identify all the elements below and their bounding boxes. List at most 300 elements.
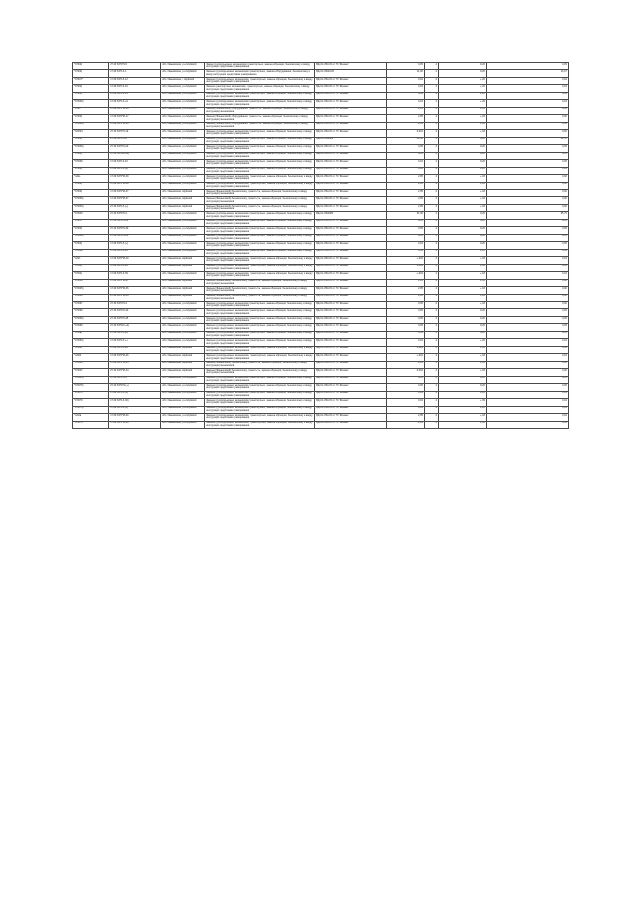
table-cell-code: *07/000): [73, 234, 109, 241]
table-row: [73, 130, 569, 137]
table-cell-v2: 4: [425, 182, 439, 189]
table-row: [73, 361, 569, 368]
table-cell-subject: Замена грузоподъемных механизмов, транспортных, замена образцов, бензоколонку и вводу инструкции средствами гравирования: [205, 264, 315, 271]
table-cell-contract: 27.20 64*079-19: [109, 130, 161, 137]
table-cell-contract: 17.09 64*0-б-(+): [109, 406, 161, 413]
table-cell-subject: Замена грузоподъемных механизмов транспортных, замена образцов, бензоколонку и вводу инструкции средствами гравирования: [205, 384, 315, 391]
table-cell-subject: Замена грузоподъемных механизмов транспортных, замена образцов, бензоколонку и вводу инструкции средствами гравирования: [205, 302, 315, 309]
table-cell-v4: 0,00: [487, 294, 569, 301]
table-cell-v1: 0,05: [387, 219, 425, 226]
table-cell-v3: 9,20: [439, 63, 487, 70]
table-cell-v1: 2,95: [387, 287, 425, 294]
table-cell-subject: Замена (Финансовой) оборудования, трансп-сть, замена образцов, бензоколонку и вводу инструкции) механизмов: [205, 115, 315, 122]
table-cell-code: *07047: [73, 219, 109, 226]
table-cell-subject: Замена грузоподъемных механизмов транспортных, замена образцов, бензоколонку и вводу инструкции средствами гравирования: [205, 92, 315, 99]
table-cell-v1: 0,05: [387, 145, 425, 152]
table-row: [73, 122, 569, 129]
table-cell-subject: Замена грузоподъемных механизмов транспортных, замена образцов, бензоколонку и вводу инструкции средствами гравирования: [205, 339, 315, 346]
table-cell-subject: Замена грузоподъемных механизмов транспортных, замена образцов, бензоколонку и вводу инструкции средствами гравирования: [205, 130, 315, 137]
table-cell-subject: Замена грузоподъемных механизмов транспортных, замена образцов, бензоколонку и вводу инструкции средствами гравирования: [205, 145, 315, 152]
table-cell-v1: 0,05: [387, 324, 425, 331]
table-row: [73, 249, 569, 256]
table-cell-v3: 9,20: [439, 160, 487, 167]
table-cell-subject: Замена (Финансовой) оборудования, трансп-сть, замена образцов, бензоколонку и вводу инструкции) механизмов: [205, 122, 315, 129]
table-cell-contract: 17.09 64*0-б-16: [109, 85, 161, 92]
table-cell-v1: 31,00: [387, 137, 425, 144]
table-cell-subject: Замена (Финансовой) бензоколонку, трансп-сть, замена образцов, бензоколонку и вводу инструкции) механизмов: [205, 197, 315, 204]
table-cell-contract: 17.09 64*0*М-37: [109, 189, 161, 196]
table-cell-v3: 9,20: [439, 309, 487, 316]
table-cell-contract: 27.20 64*079-5: [109, 63, 161, 70]
table-cell-basis: ВД-10 обМ-15 от ГС 'Финанс': [315, 249, 387, 256]
table-cell-v1: 2,95: [387, 361, 425, 368]
table-cell-v4: 0,04: [487, 85, 569, 92]
table-cell-contract: 27.20 64*079-5: [109, 376, 161, 383]
table-cell-v2: 4: [425, 287, 439, 294]
table-cell-org: обл. Ивановская, Шуйский: [161, 369, 205, 376]
table-row: [73, 376, 569, 383]
table-cell-code: *07/009): [73, 145, 109, 152]
table-cell-v2: 4: [425, 242, 439, 249]
table-cell-subject: Замена (Финансовой) бензоколонку, трансп-сть, замена образцов, бензоколонку и вводу инструкции) механизмов: [205, 294, 315, 301]
table-cell-basis: ВД-10 обМ-15 от ГС 'Финанс': [315, 115, 387, 122]
table-cell-v4: 65,75: [487, 212, 569, 219]
table-cell-code: *07/006): [73, 100, 109, 107]
table-cell-subject: Замена грузоподъемных механизмов транспортных, замена образцов, бензоколонку и вводу инструкции средствами гравирования: [205, 100, 315, 107]
table-cell-v1: 31,00: [387, 212, 425, 219]
table-cell-subject: Замена грузоподъемных механизмов транспортных, замена образцов, бензоколонку и вводу инструкции средствами гравирования: [205, 219, 315, 226]
table-cell-v1: 0,05: [387, 234, 425, 241]
table-cell-code: *07/00р: [73, 249, 109, 256]
table-cell-v1: 0,04: [387, 85, 425, 92]
table-cell-v1: 2,95: [387, 182, 425, 189]
table-cell-contract: 17.09 64*0*М-45: [109, 361, 161, 368]
table-cell-v3: 9,20: [439, 219, 487, 226]
table-cell-contract: 27.20 64*079-20: [109, 145, 161, 152]
table-cell-subject: Замена грузоподъемных механизмов транспортных, замена образцов, бензоколонку и вводу инструкции средствами гравирования: [205, 249, 315, 256]
table-cell-basis: ВД-10 обМ-15 от ГС 'Финанс': [315, 219, 387, 226]
table-cell-org: обл. Ивановская, р-н Шуйский: [161, 331, 205, 338]
table-cell-v3: 9,20: [439, 234, 487, 241]
table-cell-v1: +,004: [387, 346, 425, 353]
table-cell-org: обл. Ивановская, р-н Шуйский: [161, 316, 205, 323]
table-cell-subject: Замена грузоподъемных механизмов транспортных, замена образцов, бензоколонку и вводу инструкции средствами гравирования: [205, 160, 315, 167]
table-cell-basis: ВД-10 обМ-15 от ГС 'Финанс': [315, 145, 387, 152]
registry-table: [72, 62, 569, 429]
table-row: [73, 346, 569, 353]
table-cell-code: *07/060: [73, 309, 109, 316]
table-cell-subject: Замена (Финансовой) бензоколонку, трансп-сть, замена образцов, бензоколонку и вводу инструкции) механизмов: [205, 287, 315, 294]
registry-sheet: [72, 62, 568, 429]
table-cell-v3: 9,20: [439, 212, 487, 219]
table-cell-subject: Замена грузоподъемных механизмов транспортных, замена образцов, бензоколонку и вводу инструкции средствами гравирования: [205, 331, 315, 338]
table-cell-contract: 17.09 64*0-б-(+): [109, 391, 161, 398]
table-row: [73, 391, 569, 398]
table-cell-org: обл. Ивановская, р-н Шуйский: [161, 391, 205, 398]
table-cell-v2: 4: [425, 70, 439, 77]
table-cell-contract: 17.09 64*0-б-39: [109, 272, 161, 279]
table-cell-org: обл. Ивановская, р-н Шуйский: [161, 182, 205, 189]
table-cell-contract: 17.09 64*0-б-12: [109, 77, 161, 84]
table-cell-v4: 0,05: [487, 145, 569, 152]
table-cell-v4: 0,04: [487, 257, 569, 264]
table-cell-v3: 9,20: [439, 384, 487, 391]
table-cell-contract: 27.20 64*0*М-44: [109, 369, 161, 376]
table-row: [73, 107, 569, 114]
table-cell-v3: +,03: [439, 189, 487, 196]
table-cell-v3: 9,20: [439, 376, 487, 383]
table-cell-contract: 17.09 64*0-б-46: [109, 346, 161, 353]
table-cell-basis: ВД-10 обМ-15 от ГС 'Финанс': [315, 63, 387, 70]
table-cell-v4: 0,05: [487, 309, 569, 316]
table-cell-subject: Замена грузоподъемных механизмов транспортных, замена образцов, бензоколонку и вводу инструкции средствами гравирования: [205, 227, 315, 234]
table-cell-basis: ВД-10 обМ-10 от ГС 'Финанс': [315, 242, 387, 249]
table-cell-org: обл. Ивановская, р-н Шуйский: [161, 376, 205, 383]
table-cell-code: *07/0в): [73, 331, 109, 338]
table-cell-contract: 27.20 64*079-45: [109, 316, 161, 323]
table-cell-v4: 0,04: [487, 399, 569, 406]
table-row: [73, 279, 569, 286]
table-cell-code: *07/005): [73, 197, 109, 204]
table-row: [73, 92, 569, 99]
table-row: [73, 309, 569, 316]
table-cell-v3: +,20: [439, 249, 487, 256]
table-cell-v2: 4: [425, 309, 439, 316]
table-cell-v2: 4: [425, 354, 439, 361]
table-cell-v2: 4: [425, 137, 439, 144]
table-cell-v2: 4: [425, 302, 439, 309]
table-row: [73, 160, 569, 167]
table-cell-basis: ВД-10 обМ-15 от ГС 'Финанс': [315, 369, 387, 376]
table-cell-v1: 2,95: [387, 204, 425, 211]
table-cell-code: *070/0): [73, 182, 109, 189]
table-cell-v4: 0,04: [487, 421, 569, 428]
table-cell-v3: +,03: [439, 361, 487, 368]
table-cell-v1: 11,00: [387, 70, 425, 77]
table-cell-v1: 0,04: [387, 167, 425, 174]
table-cell-v4: 0,05: [487, 234, 569, 241]
table-cell-v3: 9,20: [439, 70, 487, 77]
table-cell-basis: ВД-10 обМ-10 от ГС 'Финанс': [315, 160, 387, 167]
table-cell-v1: 2,95: [387, 414, 425, 421]
table-cell-basis: ВД-10 обМ-15 от ГС 'Финанс': [315, 421, 387, 428]
table-cell-org: обл. Ивановская, Шуйский: [161, 287, 205, 294]
table-cell-v2: 4: [425, 272, 439, 279]
table-cell-contract: 17.09 64*0*М-19: [109, 107, 161, 114]
table-cell-contract: 17.09 64*0-б-++: [109, 92, 161, 99]
table-cell-code: *07/067: [73, 302, 109, 309]
table-cell-subject: Замена грузоподъемных механизмов транспортных, замена образцов, бензоколонку и вводу инструкции средствами гравирования: [205, 316, 315, 323]
table-row: [73, 316, 569, 323]
table-cell-org: обл. Ивановская, р-н Шуйский: [161, 145, 205, 152]
table-cell-v4: 0,05: [487, 242, 569, 249]
table-cell-v1: 2,95: [387, 107, 425, 114]
table-cell-v1: +,004: [387, 257, 425, 264]
table-cell-v4: 0,04: [487, 167, 569, 174]
table-cell-contract: 27.20 64*079-2: [109, 137, 161, 144]
table-cell-basis: ВД-10 обМ-15 от ГС 'Финанс': [315, 279, 387, 286]
table-row: [73, 242, 569, 249]
table-cell-contract: 17.09 64*0*М-36: [109, 287, 161, 294]
table-cell-v4: 0,00: [487, 287, 569, 294]
table-cell-org: обл. Ивановская, р-н Шуйский: [161, 384, 205, 391]
table-row: [73, 100, 569, 107]
table-cell-org: обл. Ивановская, р-н Шуйский: [161, 115, 205, 122]
table-cell-subject: Замена (Финансовой) бензоколонку, трансп-сть, замена образцов, бензоколонку и вводу инструкции) механизмов: [205, 369, 315, 376]
table-cell-v1: 0,05: [387, 316, 425, 323]
table-cell-basis: ВД-10 обМ-15 от ГС 'Финанс': [315, 182, 387, 189]
table-cell-contract: 27.20 64*079-(+): [109, 384, 161, 391]
table-cell-v2: 4: [425, 421, 439, 428]
table-cell-subject: Замена грузоподъемных механизмов, транспортных, замена образцов, бензоколонку и вводу инструкции средствами гравирования: [205, 414, 315, 421]
table-cell-org: обл. Ивановская, р-н Шуйский: [161, 212, 205, 219]
table-cell-v2: 4: [425, 399, 439, 406]
table-cell-v1: 2,95: [387, 294, 425, 301]
table-cell-subject: Замена грузоподъемных механизмов транспортных, замена образцов, бензоколонку и вводу инструкции средствами гравирования: [205, 399, 315, 406]
table-cell-subject: Замена грузоподъемных механизмов, транспортных, замена образцов, бензоколонку и вводу инструкции средствами гравирования: [205, 175, 315, 182]
table-cell-v2: 4: [425, 100, 439, 107]
table-cell-code: *о/02в: [73, 414, 109, 421]
table-cell-v2: 4: [425, 175, 439, 182]
table-cell-code: *02/004: [73, 130, 109, 137]
table-cell-v1: 0,05: [387, 63, 425, 70]
table-cell-code: *о/00-: [73, 257, 109, 264]
table-cell-v3: +,03: [439, 369, 487, 376]
table-cell-v1: 2,95: [387, 115, 425, 122]
table-row: [73, 152, 569, 159]
table-cell-v4: 0,04: [487, 414, 569, 421]
table-cell-subject: Замена грузоподъемных механизмов транспортных, замена образцов, бензоколонку и вводу инструкции средствами гравирования: [205, 391, 315, 398]
table-cell-code: *07/075: [73, 421, 109, 428]
table-cell-org: обл. Ивановская, р-н Шуйский: [161, 302, 205, 309]
table-cell-basis: ВД-10 обМ-15 от ГС 'Финанс': [315, 257, 387, 264]
table-cell-v2: 4: [425, 227, 439, 234]
table-cell-code: *07/04): [73, 264, 109, 271]
table-cell-code: *07/045): [73, 204, 109, 211]
table-cell-basis: ВД-10 обМ-15 от ГС 'Финанс': [315, 85, 387, 92]
table-cell-v2: 4: [425, 212, 439, 219]
table-cell-org: обл. Ивановская, р-н Шуйский: [161, 339, 205, 346]
table-cell-basis: ВД-10 обМ-15 от ГС 'Финанс': [315, 227, 387, 234]
table-cell-org: обл. Ивановская, Шуйский: [161, 361, 205, 368]
table-cell-code: *07/071: [73, 391, 109, 398]
table-cell-code: *07/006: [73, 160, 109, 167]
table-row: [73, 85, 569, 92]
table-cell-v1: 0,04: [387, 77, 425, 84]
table-cell-v2: 4: [425, 316, 439, 323]
table-cell-v2: 4: [425, 234, 439, 241]
table-cell-v2: 4: [425, 167, 439, 174]
table-cell-v2: 4: [425, 122, 439, 129]
table-cell-subject: Замена грузоподъемных механизмов, транспортных, замена образцов, бензоколонку и вводу инструкции средствами гравирования: [205, 421, 315, 428]
table-row: [73, 399, 569, 406]
table-cell-v3: +,03: [439, 122, 487, 129]
table-cell-org: обл. Ивановская, р-н Шуйский: [161, 414, 205, 421]
table-cell-basis: ВД-10 обМ2М2: [315, 212, 387, 219]
table-cell-contract: 27.20 64*079-4: [109, 302, 161, 309]
table-cell-v3: +,03: [439, 294, 487, 301]
table-cell-v4: 0,05: [487, 63, 569, 70]
table-cell-v1: 0,04: [387, 331, 425, 338]
table-cell-v4: 13,07: [487, 70, 569, 77]
table-cell-v1: 0,04: [387, 100, 425, 107]
table-cell-v4: 0,05: [487, 316, 569, 323]
table-cell-v3: +,03: [439, 107, 487, 114]
table-cell-org: обл. Ивановская, Шуйский: [161, 354, 205, 361]
table-cell-subject: Замена грузоподъемных механизмов транспортных, замена образцов, бензоколонку и вводу инструкции средствами гравирования: [205, 309, 315, 316]
table-cell-v2: 4: [425, 63, 439, 70]
table-cell-contract: 17.09 64*0-б-++: [109, 339, 161, 346]
table-cell-code: *07/02): [73, 346, 109, 353]
table-row: [73, 115, 569, 122]
table-cell-org: обл. Ивановская, р-н Шуйский: [161, 85, 205, 92]
table-cell-v3: +,20: [439, 391, 487, 398]
table-cell-v4: 0,05: [487, 376, 569, 383]
table-cell-v3: +,03: [439, 264, 487, 271]
table-cell-basis: ВД-10 обМ-15 от ГС 'Финанс': [315, 92, 387, 99]
table-cell-v1: 0,05: [387, 227, 425, 234]
table-cell-v1: 0,05: [387, 302, 425, 309]
table-cell-org: обл. Ивановская, р-н Шуйский: [161, 63, 205, 70]
table-cell-v2: 4: [425, 152, 439, 159]
table-cell-code: *07/040: [73, 294, 109, 301]
table-row: [73, 70, 569, 77]
table-cell-basis: ВД-10 обМ-15 от ГС 'Финанс': [315, 406, 387, 413]
table-cell-v4: 0,00: [487, 107, 569, 114]
table-cell-contract: 17.09 64*0*М-46: [109, 354, 161, 361]
table-cell-v3: +,03: [439, 115, 487, 122]
table-cell-org: обл. Ивановская, Шуйский: [161, 346, 205, 353]
table-cell-contract: 17.09 64*0-б-(+): [109, 242, 161, 249]
table-cell-v1: 0,04: [387, 160, 425, 167]
table-cell-v4: 0,00: [487, 130, 569, 137]
table-cell-basis: ВД-10 обМ-15 от ГС 'Финанс': [315, 302, 387, 309]
table-cell-org: обл. Ивановская, р-н Шуйский: [161, 242, 205, 249]
table-cell-v2: 4: [425, 346, 439, 353]
table-cell-org: обл. Ивановская, р-н Шуйский: [161, 92, 205, 99]
table-row: [73, 287, 569, 294]
table-cell-subject: Замена грузоподъемных механизмов транспортных, замена образцов, бензоколонку и вводу инструкции средствами гравирования: [205, 152, 315, 159]
table-cell-code: *07/075): [73, 406, 109, 413]
table-cell-org: обл. Ивановская, р-н Шуйский: [161, 421, 205, 428]
table-cell-code: *07/005): [73, 376, 109, 383]
table-cell-v3: 9,20: [439, 242, 487, 249]
table-cell-v3: +,20: [439, 167, 487, 174]
table-cell-subject: Замена грузоподъемных механизмов транспортных, замена образцов, бензоколонку и вводу инструкции средствами гравирования: [205, 324, 315, 331]
table-cell-v4: 0,04: [487, 92, 569, 99]
table-cell-basis: ВД-10 обМ-15 от ГС 'Финанс': [315, 130, 387, 137]
table-cell-v3: +,03: [439, 414, 487, 421]
table-cell-basis: ВД-10 обМ-15 от ГС 'Финанс': [315, 361, 387, 368]
table-cell-subject: Замена грузоподъемных механизмов транспортных, замена образцов, бензоколонку и вводу инструкции средствами гравирования: [205, 376, 315, 383]
table-cell-v1: 0,05: [387, 384, 425, 391]
table-cell-v1: 0,04: [387, 242, 425, 249]
table-row: [73, 219, 569, 226]
table-cell-v4: 0,04: [487, 354, 569, 361]
table-cell-contract: 17.09 64*0*М-39: [109, 414, 161, 421]
table-cell-basis: ВД-10 обМ-10 от ГС 'Финанс': [315, 331, 387, 338]
table-cell-basis: ВД-10 обМ-15 от ГС 'Финанс': [315, 197, 387, 204]
table-cell-org: обл. Ивановская, Шуйский: [161, 264, 205, 271]
table-cell-v4: 0,05: [487, 331, 569, 338]
table-cell-v1: +,004: [387, 272, 425, 279]
table-cell-contract: 27.20 64*079-40: [109, 309, 161, 316]
table-cell-org: обл. Ивановская, г. Шуйский: [161, 77, 205, 84]
table-cell-v2: 4: [425, 369, 439, 376]
table-cell-v3: +,20: [439, 85, 487, 92]
table-cell-v3: +,03: [439, 421, 487, 428]
table-cell-org: обл. Ивановская, Шуйский: [161, 257, 205, 264]
table-cell-basis: ВД-10 обМ-15 от ГС 'Финанс': [315, 175, 387, 182]
table-cell-code: *070/0): [73, 137, 109, 144]
table-cell-subject: Замена грузоподъемных механизмов, транспортных, замена образцов, бензоколонку и вводу инструкции средствами гравирования: [205, 346, 315, 353]
table-row: [73, 63, 569, 70]
table-cell-v3: 9,20: [439, 137, 487, 144]
table-cell-v1: 0,04: [387, 339, 425, 346]
table-cell-subject: Замена грузоподъемных механизмов транспортных, замена образцов, бензоколонку и вводу инструкции средствами гравирования: [205, 167, 315, 174]
table-cell-org: обл. Ивановская, р-н Шуйский: [161, 234, 205, 241]
table-row: [73, 145, 569, 152]
table-cell-v2: 4: [425, 414, 439, 421]
table-cell-v4: 0,04: [487, 100, 569, 107]
table-cell-v1: 0,04: [387, 249, 425, 256]
table-cell-basis: ВД-10 обМ-15 от ГС 'Финанс': [315, 189, 387, 196]
table-row: [73, 339, 569, 346]
table-cell-v3: 9,20: [439, 152, 487, 159]
table-cell-v3: +,03: [439, 354, 487, 361]
table-cell-org: обл. Ивановская, р-н Шуйский: [161, 324, 205, 331]
table-cell-v4: 0,04: [487, 264, 569, 271]
table-cell-basis: ВД-10 обМ-15 от ГС 'Финанс': [315, 346, 387, 353]
table-cell-code: *о/004: [73, 354, 109, 361]
table-cell-basis: ВД-10 обМ-15 от ГС 'Финанс': [315, 77, 387, 84]
table-cell-v1: +,004: [387, 354, 425, 361]
table-cell-contract: 17.09 64*0*М-39: [109, 175, 161, 182]
table-cell-v3: +,03: [439, 279, 487, 286]
table-cell-v1: 2,95: [387, 175, 425, 182]
table-cell-v2: 4: [425, 406, 439, 413]
table-cell-code: *070/0): [73, 70, 109, 77]
table-cell-subject: Замена грузоподъемных механизмов транспортных, замена образцов, бензоколонку и вводу инструкции средствами гравирования: [205, 212, 315, 219]
table-row: [73, 175, 569, 182]
table-row: [73, 264, 569, 271]
table-cell-v3: +,20: [439, 77, 487, 84]
table-cell-v4: 0,04: [487, 391, 569, 398]
table-cell-v2: 4: [425, 85, 439, 92]
table-cell-code: *о/0в-: [73, 175, 109, 182]
table-cell-v4: 0,05: [487, 227, 569, 234]
table-cell-v3: 9,20: [439, 227, 487, 234]
table-cell-v1: 0,04: [387, 391, 425, 398]
table-cell-v3: +,03: [439, 302, 487, 309]
table-cell-contract: 17.09 64*0-б-40: [109, 264, 161, 271]
table-cell-code: *07/075): [73, 384, 109, 391]
table-row: [73, 167, 569, 174]
table-cell-v1: 0,04: [387, 399, 425, 406]
table-cell-v2: 4: [425, 294, 439, 301]
table-cell-subject: Замена грузоподъемных механизмов, транспортных, замена образцов, бензоколонку и вводу инструкции средствами гравирования: [205, 272, 315, 279]
table-cell-v4: 0,05: [487, 219, 569, 226]
table-cell-v2: 4: [425, 391, 439, 398]
table-cell-v2: 4: [425, 376, 439, 383]
table-cell-subject: Замена грузоподъемных механизмов, транспортных, замена образцов, бензоколонку и вводу инструкции средствами гравирования: [205, 182, 315, 189]
table-cell-org: обл. Ивановская, р-н Шуйский: [161, 309, 205, 316]
table-cell-contract: 27.20 64*079-2: [109, 212, 161, 219]
table-cell-v3: 9,20: [439, 145, 487, 152]
table-cell-v1: 0,05: [387, 152, 425, 159]
table-cell-org: обл. Ивановская, Шуйский: [161, 204, 205, 211]
table-cell-v3: +,03: [439, 130, 487, 137]
